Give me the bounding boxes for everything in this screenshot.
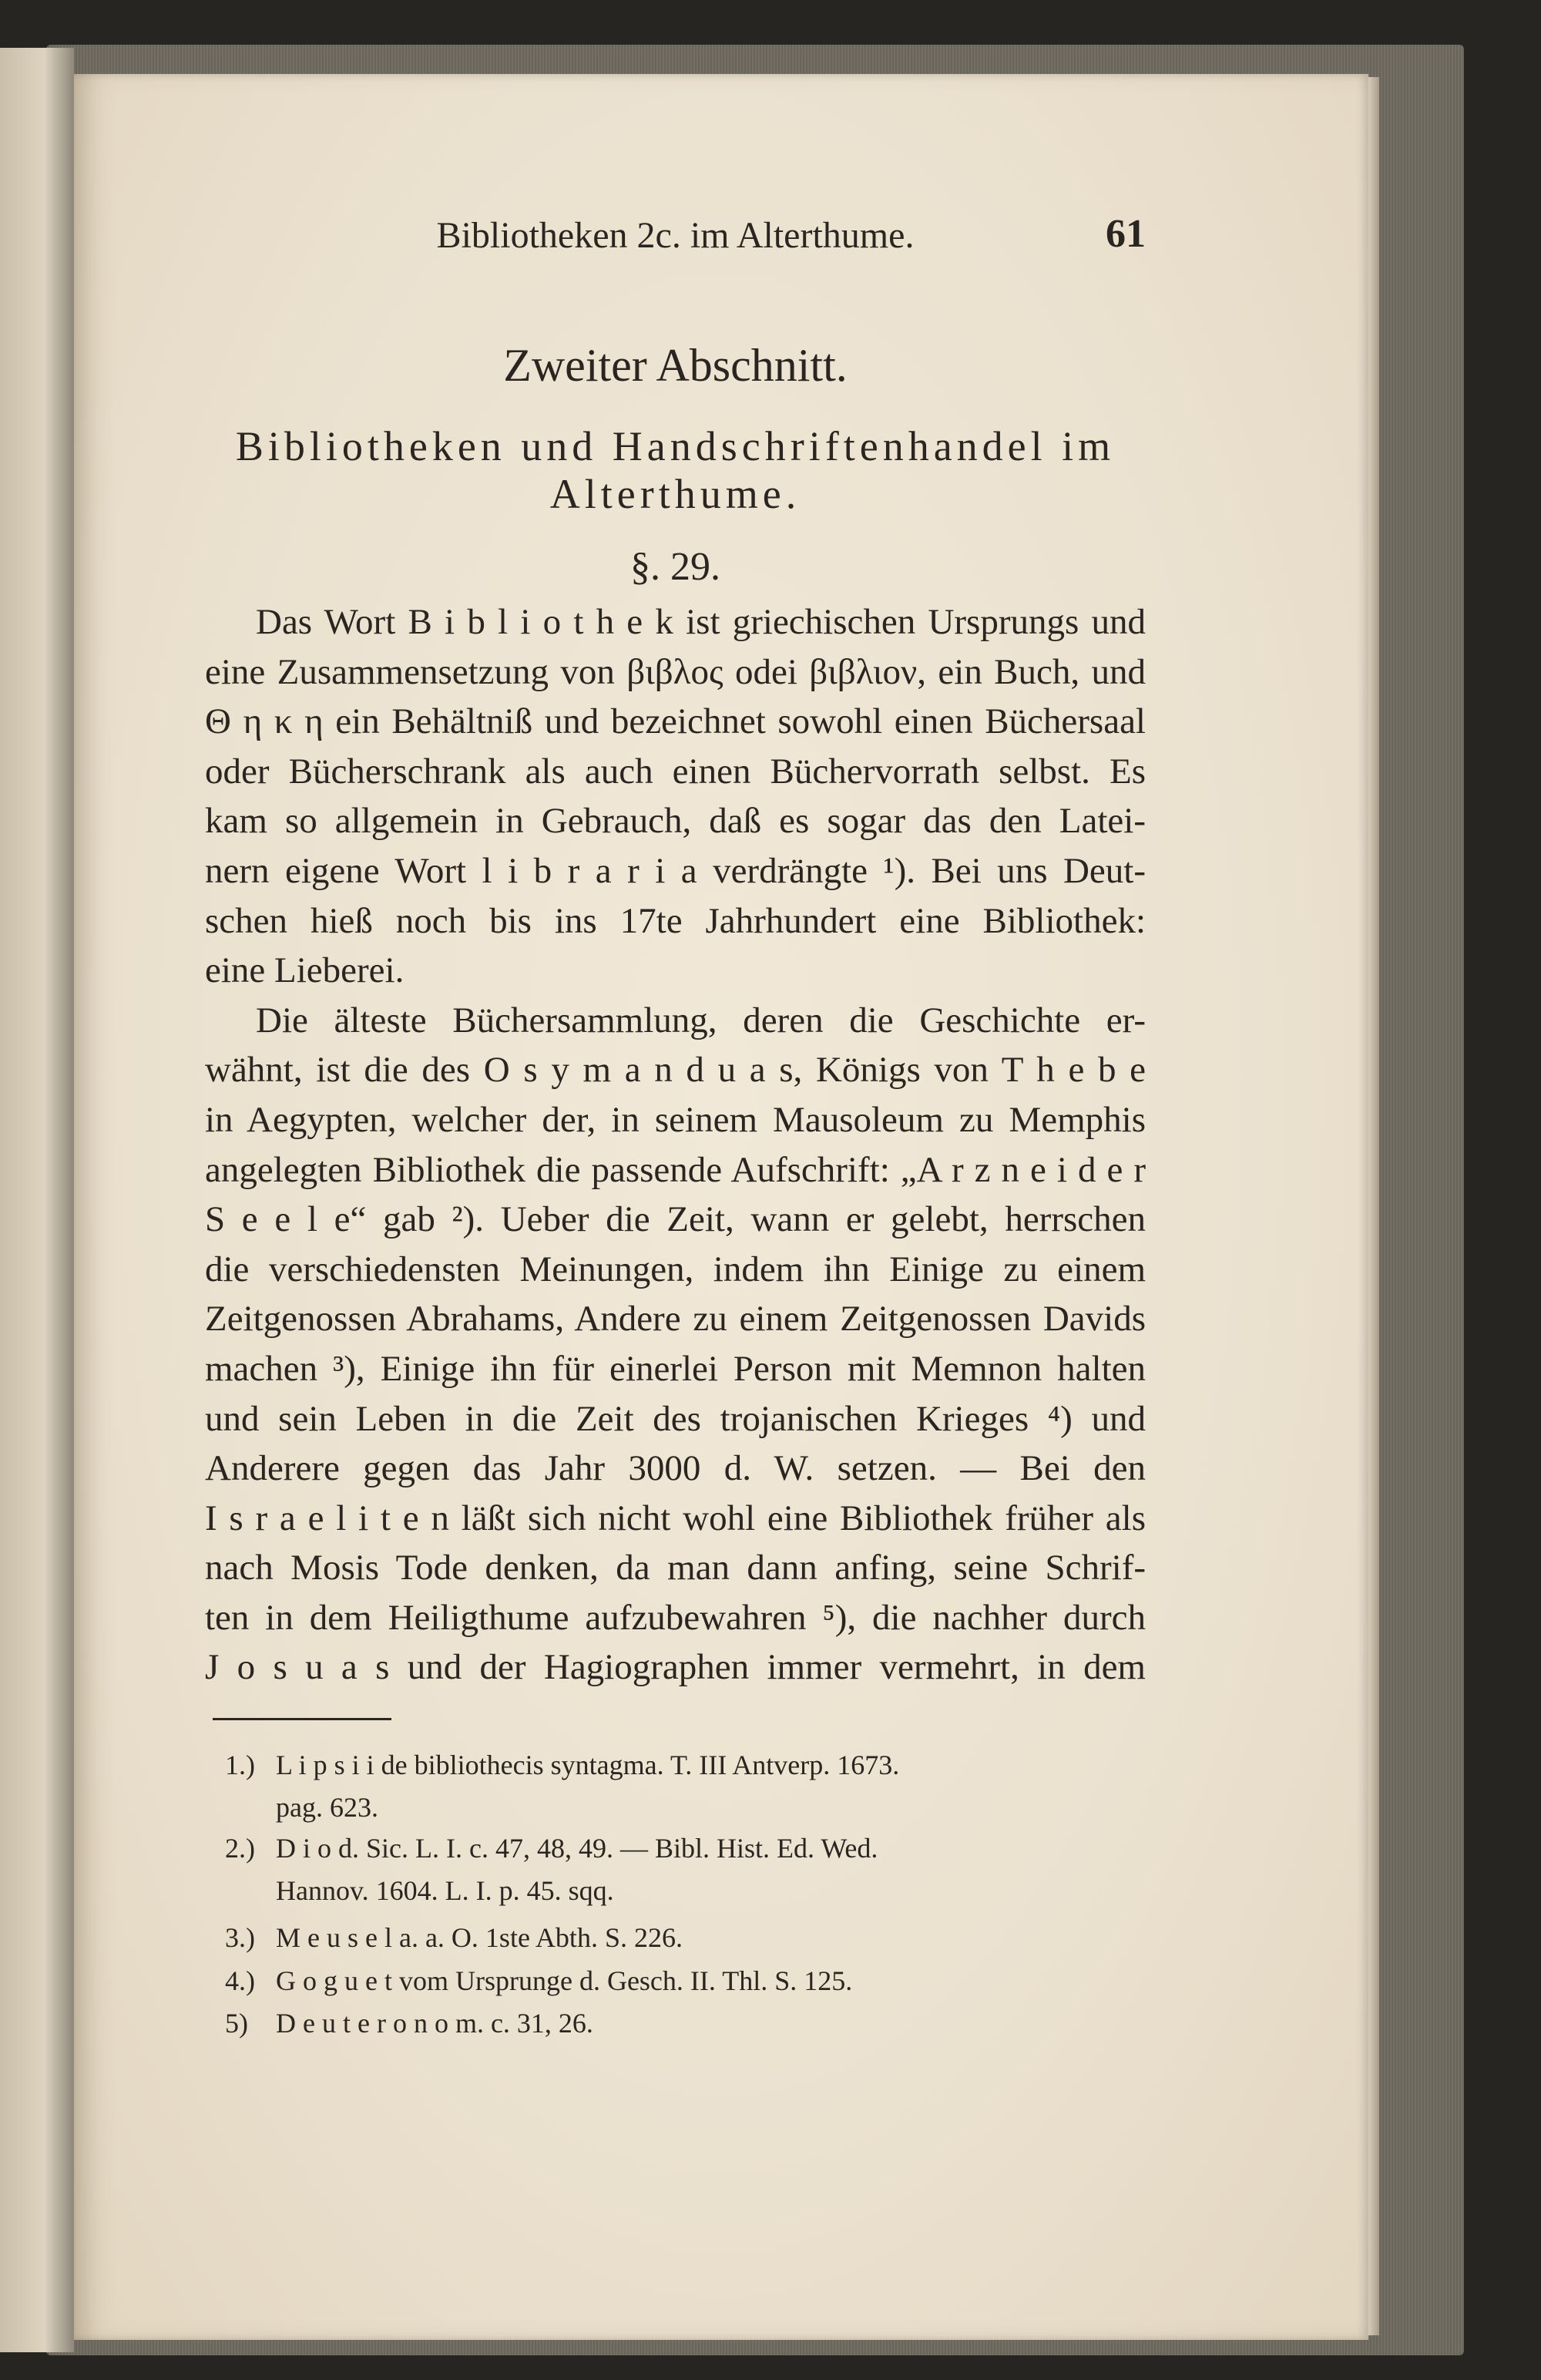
footnote-1-cont: pag. 623. xyxy=(276,1792,378,1823)
footnote-5 xyxy=(225,2008,593,2039)
body-line: Zeitgenossen Abrahams, Andere zu einem Zeitgenossen Davids xyxy=(205,1299,1146,1340)
footnote-3 xyxy=(225,1922,683,1953)
body-line: schen hieß noch bis ins 17te Jahrhundert eine Bibliothek: xyxy=(205,900,1146,941)
left-page-edge xyxy=(0,48,74,2352)
footnote-text: D e u t e r o n o m. c. 31, 26. xyxy=(276,2008,593,2039)
body-line: in Aegypten, welcher der, in seinem Mausoleum zu Memphis xyxy=(205,1099,1146,1140)
footnote-number: 5) xyxy=(225,2008,248,2039)
body-line: Das Wort B i b l i o t h e k ist griechischen Ursprungs und xyxy=(256,602,1146,642)
body-line: die verschiedensten Meinungen, indem ihn Einige zu einem xyxy=(205,1249,1146,1289)
body-line: eine Zusammensetzung von βιβλος odei βιβλιον, ein Buch, und xyxy=(205,651,1146,692)
body-line: wähnt, ist die des O s y m a n d u a s, Königs von T h e b e xyxy=(205,1050,1146,1091)
section-title: Zweiter Abschnitt. xyxy=(503,340,848,391)
footnote-4 xyxy=(225,1965,852,1996)
body-line: angelegten Bibliothek die passende Aufschrift: „A r z n e i d e r xyxy=(205,1149,1146,1190)
section-subtitle-line1: Bibliotheken und Handschriftenhandel im xyxy=(235,423,1116,469)
footnote-text: L i p s i i de bibliothecis syntagma. T. III Antverp. 1673. xyxy=(276,1750,900,1780)
body-text xyxy=(205,597,1146,1693)
body-line: ten in dem Heiligthume aufzubewahren ⁵), die nachher durch xyxy=(205,1597,1146,1638)
body-line: J o s u a s und der Hagiographen immer vermehrt, in dem xyxy=(205,1647,1146,1688)
footnote-text: G o g u e t vom Ursprunge d. Gesch. II. Thl. S. 125. xyxy=(276,1965,853,1996)
page-edges xyxy=(1368,77,1379,2335)
page-number: 61 xyxy=(1106,212,1146,256)
body-line: eine Lieberei. xyxy=(205,950,405,991)
body-line: I s r a e l i t e n läßt sich nicht wohl eine Bibliothek früher als xyxy=(205,1498,1146,1538)
running-title: Bibliotheken 2c. im Alterthume. xyxy=(436,215,915,256)
body-line: machen ³), Einige ihn für einerlei Person mit Memnon halten xyxy=(205,1348,1146,1389)
footnote-number: 4.) xyxy=(225,1965,255,1996)
footnote-number: 1.) xyxy=(225,1750,255,1780)
body-line: oder Bücherschrank als auch einen Büchervorrath selbst. Es xyxy=(205,751,1146,792)
body-line: Anderere gegen das Jahr 3000 d. W. setzen. — Bei den xyxy=(205,1448,1146,1489)
body-line: nach Mosis Tode denken, da man dann anfing, seine Schrif- xyxy=(205,1548,1146,1588)
footnote-separator xyxy=(213,1718,391,1720)
footnote-2-cont: Hannov. 1604. L. I. p. 45. sqq. xyxy=(276,1875,614,1906)
section-subtitle-line2: Alterthume. xyxy=(549,471,801,517)
body-line: S e e l e“ gab ²). Ueber die Zeit, wann er gelebt, herrschen xyxy=(205,1199,1146,1240)
body-line: kam so allgemein in Gebrauch, daß es sogar das den Latei- xyxy=(205,801,1146,842)
body-line: nern eigene Wort l i b r a r i a verdrängte ¹). Bei uns Deut- xyxy=(205,850,1146,891)
footnote-text: M e u s e l a. a. O. 1ste Abth. S. 226. xyxy=(276,1922,683,1953)
paragraph-mark: §. 29. xyxy=(630,545,720,589)
footnote-number: 2.) xyxy=(225,1833,255,1864)
body-line: und sein Leben in die Zeit des trojanischen Krieges ⁴) und xyxy=(205,1398,1146,1439)
body-line: Θ η κ η ein Behältniß und bezeichnet sowohl einen Büchersaal xyxy=(205,701,1146,742)
body-line: Die älteste Büchersammlung, deren die Geschichte er- xyxy=(256,1000,1146,1040)
footnote-number: 3.) xyxy=(225,1922,255,1953)
footnote-text: D i o d. Sic. L. I. c. 47, 48, 49. — Bibl. Hist. Ed. Wed. xyxy=(276,1833,878,1864)
footnote-1 xyxy=(225,1750,899,1780)
footnote-2 xyxy=(225,1833,878,1864)
